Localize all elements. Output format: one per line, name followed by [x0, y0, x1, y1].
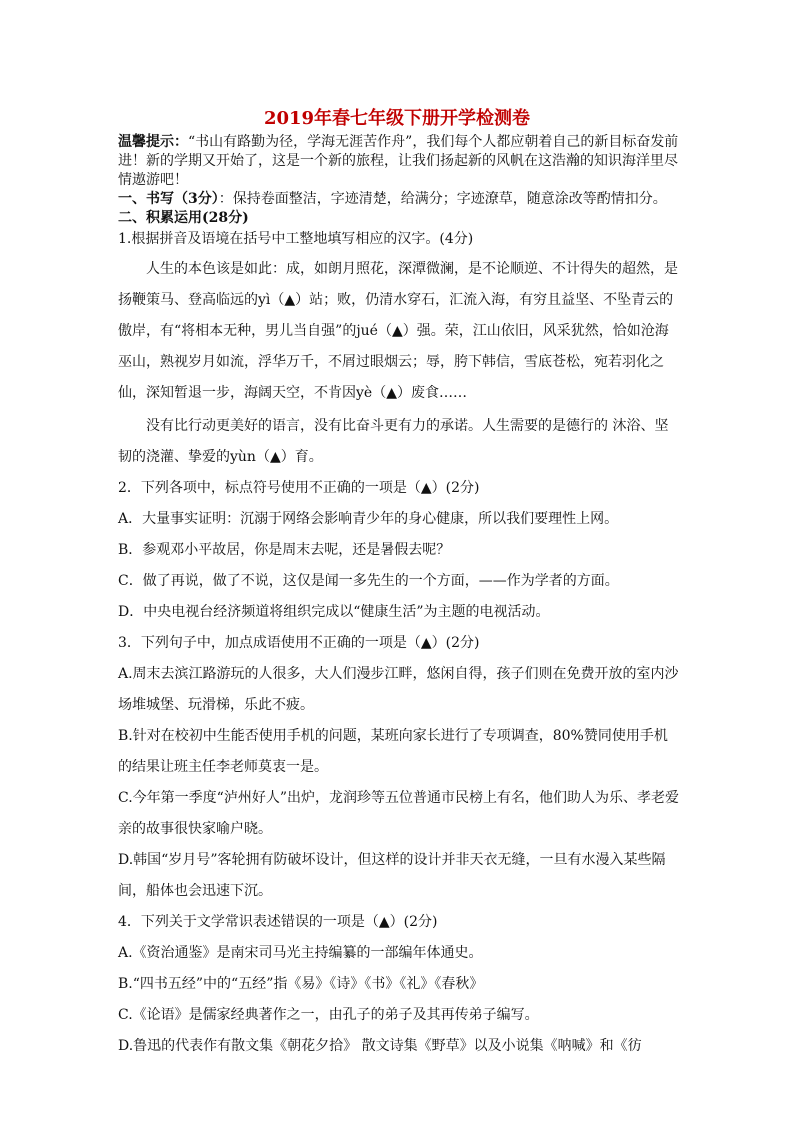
question-2-option-a: A．大量事实证明：沉溺于网络会影响青少年的身心健康，所以我们要理性上网。 [118, 511, 619, 527]
question-2-option-b: B．参观邓小平故居，你是周末去呢，还是暑假去呢？ [118, 542, 451, 558]
tip-label: 温馨提示： [118, 134, 188, 150]
question-3-option-a: A.周末去滨江路游玩的人很多，大人们漫步江畔，悠闲自得，孩子们则在免费开放的室内沙场堆城堡、玩滑梯，乐此不疲。 [118, 666, 679, 713]
question-2-option-c: C．做了再说，做了不说，这仅是闻一多先生的一个方面，——作为学者的方面。 [118, 573, 619, 589]
section-writing-text: ：保持卷面整洁，字迹清楚，给满分；字迹潦草，随意涂改等酌情扣分。 [218, 191, 667, 207]
question-3-option-c: C.今年第一季度“泸州好人”出炉，龙润珍等五位普通市民榜上有名，他们助人为乐、孝老爱亲的故事很快家喻户晓。 [118, 790, 679, 837]
question-4-option-b: B.“四书五经”中的“五经”指《易》《诗》《书》《礼》《春秋》 [118, 976, 484, 992]
question-4-option-d: D.鲁迅的代表作有散文集《朝花夕拾》 散文诗集《野草》以及小说集《呐喊》和《彷 [118, 1038, 642, 1054]
section-writing [118, 190, 680, 209]
question-1-title: 1.根据拼音及语境在括号中工整地填写相应的汉字。(4分) [118, 231, 474, 247]
question-4-title: 4．下列关于文学常识表述错误的一项是（▲）(2分) [118, 914, 438, 930]
question-1-paragraph-1: 人生的本色该是如此：成，如朗月照花，深潭微澜，是不论顺逆、不计得失的超然，是扬鞭策马、登高临远的yì（▲）站；败，仍清水穿石，汇流入海，有穷且益坚、不坠青云的傲岸，有“将相本无种，男儿当自强”的jué（▲）强。荣，江山依旧，风采犹然，恰如沧海巫山，熟视岁月如流，浮华万千，不屑过眼烟云；辱，胯下韩信，雪底苍松，宛若羽化之仙，深知暂退一步，海阔天空，不肯因yè（▲）废食…… [118, 261, 678, 401]
question-3-title: 3．下列句子中，加点成语使用不正确的一项是（▲）(2分) [118, 635, 480, 651]
question-4-option-a: A.《资治通鉴》是南宋司马光主持编纂的一部编年体通史。 [118, 945, 483, 961]
question-3-option-d: D.韩国“岁月号”客轮拥有防破坏设计，但这样的设计并非天衣无缝，一旦有水漫入某些隔间，船体也会迅速下沉。 [118, 852, 666, 899]
section-accumulation [118, 209, 680, 228]
question-4-option-c: C.《论语》是儒家经典著作之一，由孔子的弟子及其再传弟子编写。 [118, 1007, 539, 1023]
section-writing-label: 一、书写（3分） [118, 191, 219, 207]
question-2-title: 2．下列各项中，标点符号使用不正确的一项是（▲）(2分) [118, 480, 480, 496]
page-title: 2019年春七年级下册开学检测卷 [263, 108, 531, 129]
tip-paragraph [118, 133, 680, 190]
exam-body [118, 133, 680, 1062]
section-accumulation-label: 二、积累运用(28分) [118, 210, 249, 226]
question-3-option-b: B.针对在校初中生能否使用手机的问题，某班向家长进行了专项调查，80%赞同使用手机的结果让班主任李老师莫衷一是。 [118, 728, 668, 775]
question-2-option-d: D．中央电视台经济频道将组织完成以“健康生活”为主题的电视活动。 [118, 604, 550, 620]
question-1-paragraph-2: 没有比行动更美好的语言，没有比奋斗更有力的承诺。人生需要的是德行的 沐浴、坚韧的浇灌、挚爱的yùn（▲）育。 [118, 418, 669, 465]
tip-text: “书山有路勤为径，学海无涯苦作舟”，我们每个人都应朝着自己的新目标奋发前进！新的学期又开始了，这是一个新的旅程，让我们扬起新的风帆在这浩瀚的知识海洋里尽情遨游吧！ [118, 134, 679, 188]
